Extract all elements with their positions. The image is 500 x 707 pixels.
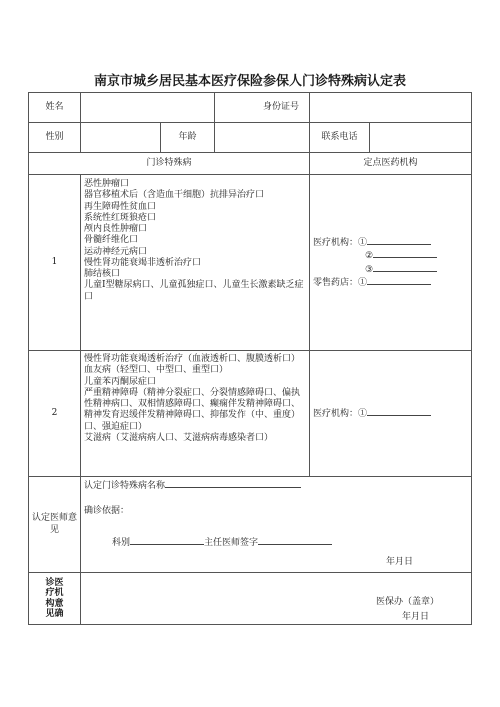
institution-opinion-content: [81, 573, 472, 625]
dept-label: 科别: [112, 537, 131, 548]
row-headers: [29, 153, 472, 175]
disease-item[interactable]: 肺结核口: [84, 269, 121, 279]
medical-institution-2-line[interactable]: [373, 249, 437, 258]
age-label: 年龄: [161, 123, 215, 153]
disease-item[interactable]: 颅内良性肿瘤口: [84, 224, 148, 234]
disease-item[interactable]: 慢性肾功能衰竭非透析治疗口: [84, 257, 202, 268]
medical-institution-label: 医疗机构：①: [313, 408, 368, 419]
page-title: 南京市城乡居民基本医疗保险参保人门诊特殊病认定表: [93, 74, 406, 89]
disease-item[interactable]: 运动神经元病口: [84, 246, 148, 257]
pharmacy-label: 零售药店：①: [313, 277, 368, 288]
disease-item[interactable]: 器官移植术后（含造血干细胞）抗排异治疗口: [84, 190, 265, 201]
row-gender: [29, 123, 472, 153]
name-field[interactable]: [81, 93, 215, 123]
id-label: 身份证号: [215, 93, 310, 123]
disease-name-line[interactable]: [165, 479, 301, 488]
basis-label: 确诊依据：: [84, 506, 130, 517]
row-institution-opinion: [29, 573, 472, 625]
group-1-number: 1: [29, 175, 81, 351]
disease-item[interactable]: 严重精神障碍（精神分裂症口、分裂情感障碍口、偏执性精神病口、双相情感障碍口、癫痫伴发精神障碍口、精神发育迟缓伴发精神障碍口、抑郁发作（中、重度）口、强迫症口）: [84, 387, 301, 432]
phone-label: 联系电话: [310, 123, 370, 153]
institution-opinion-label-cell: [29, 573, 81, 625]
id-field[interactable]: [310, 93, 472, 123]
disease-item[interactable]: 系统性红斑狼疮口: [84, 212, 157, 223]
dept-line[interactable]: [130, 536, 204, 545]
group-1-disease-list: [81, 175, 310, 351]
phone-field[interactable]: [370, 123, 472, 153]
pharmacy-1-line[interactable]: [367, 276, 431, 285]
row-group-1: [29, 175, 472, 351]
doctor-opinion-content: [81, 477, 472, 573]
medical-institution-1-line[interactable]: [367, 236, 431, 245]
disease-item[interactable]: 血友病（轻型口、中型口、重型口）: [84, 365, 229, 376]
medical-institution-line[interactable]: [367, 407, 431, 416]
medical-institution-label: 医疗机构：①: [313, 238, 368, 248]
doctor-opinion-label: 认定医师意见: [29, 477, 81, 573]
disease-header: 门诊特殊病: [29, 153, 310, 175]
certification-form: [28, 92, 472, 625]
disease-item[interactable]: 慢性肾功能衰竭透析治疗（血液透析口、腹膜透析口）: [84, 354, 301, 364]
mark-3: ③: [365, 264, 374, 275]
group-2-institutions: [310, 351, 472, 477]
disease-item[interactable]: 骨髓纤维化口: [84, 235, 139, 246]
institution-opinion-label: 诊医疗机构意见确: [45, 577, 64, 619]
chief-physician-label: 主任医师签字: [204, 537, 259, 548]
gender-field[interactable]: [81, 123, 161, 153]
stamp-label: 医保办（盖章）: [375, 597, 439, 607]
gender-label: 性别: [29, 123, 81, 153]
disease-name-label: 认定门诊特殊病名称: [84, 481, 166, 491]
disease-item[interactable]: 再生障碍性贫血口: [84, 201, 157, 212]
name-label: 姓名: [29, 93, 81, 123]
doctor-date: 年月日: [385, 556, 413, 567]
row-group-2: [29, 351, 472, 477]
age-field[interactable]: [215, 123, 310, 153]
group-2-disease-list: [81, 351, 310, 477]
institution-header: 定点医药机构: [310, 153, 472, 175]
disease-item[interactable]: 儿童I型糖尿病口、儿童孤独症口、儿童生长激素缺乏症口: [84, 280, 304, 302]
disease-item[interactable]: 恶性肿瘤口: [84, 179, 130, 189]
chief-physician-signature-line[interactable]: [258, 536, 332, 545]
group-1-institutions: [310, 175, 472, 351]
disease-item[interactable]: 儿童苯丙酮尿症口: [84, 376, 157, 387]
row-name: [29, 93, 472, 123]
mark-2: ②: [365, 251, 374, 262]
row-doctor-opinion: [29, 477, 472, 573]
disease-item[interactable]: 艾滋病（艾滋病病人口、艾滋病病毒感染者口）: [84, 432, 274, 443]
group-2-number: 2: [29, 351, 81, 477]
medical-institution-3-line[interactable]: [373, 263, 437, 272]
institution-date: 年月日: [401, 612, 429, 622]
